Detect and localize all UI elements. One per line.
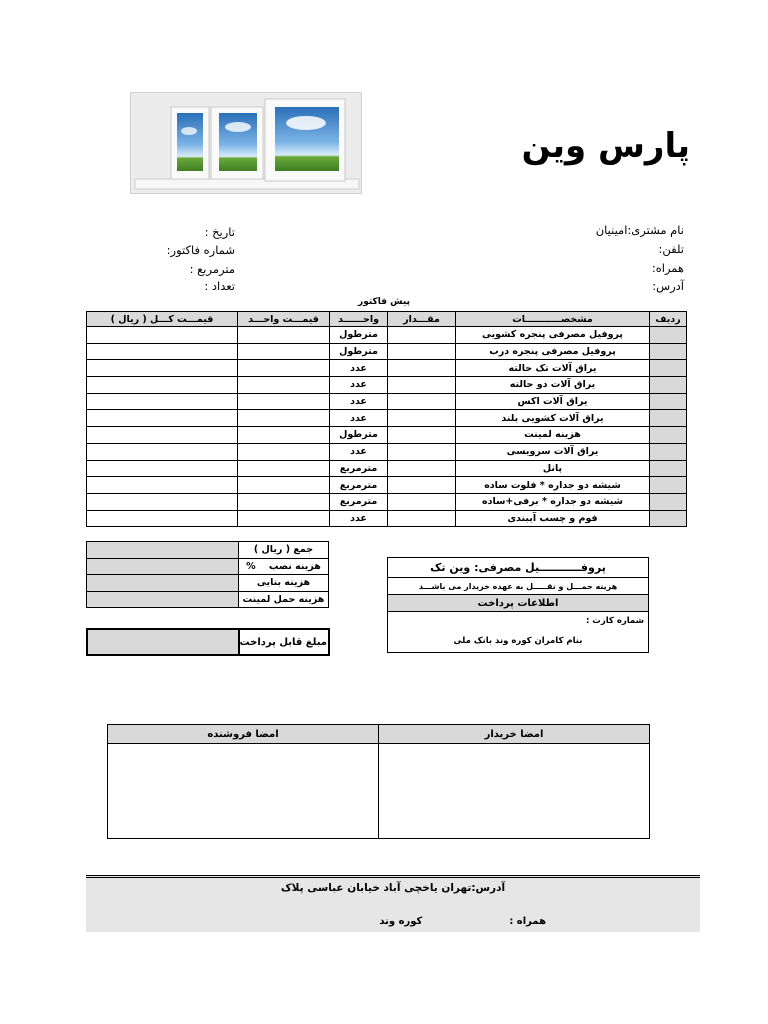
invoice-row [87, 410, 687, 427]
quantity-cell [388, 443, 456, 460]
install-label [239, 558, 329, 575]
invoice-row [87, 427, 687, 444]
description-cell: یراق آلات دو حالته [456, 377, 650, 394]
transport-note-row [388, 578, 649, 595]
payment-info-title: اطلاعات پرداخت [388, 595, 649, 612]
description-cell: یراق آلات سرویسی [456, 443, 650, 460]
unit-cell: عدد [330, 510, 388, 527]
invoice-row [87, 510, 687, 527]
col-row-number: ردیف [650, 312, 687, 327]
invoice-caption: پیش فاکتور [358, 297, 410, 307]
row-number-cell [650, 443, 687, 460]
sum-row [87, 542, 329, 559]
unit-cell: مترطول [330, 343, 388, 360]
signature-table [107, 724, 650, 839]
total-price-cell [87, 460, 238, 477]
signature-body-row [108, 744, 650, 839]
footer-mobile-label: همراه : [509, 916, 546, 927]
row-number-cell [650, 377, 687, 394]
total-price-cell [87, 377, 238, 394]
quantity-cell [388, 493, 456, 510]
total-price-cell [87, 427, 238, 444]
card-number-label: شماره کارت : [585, 616, 644, 626]
install-text: هزینه نصب [268, 560, 321, 572]
unit-price-cell [238, 510, 330, 527]
description-cell: پانل [456, 460, 650, 477]
unit-cell: مترمربع [330, 460, 388, 477]
quantity-cell [388, 510, 456, 527]
customer-name: نام مشتری:امینیان [595, 223, 684, 237]
payable-label: مبلغ قابل پرداخت [239, 629, 329, 655]
brand-title: پارس وین [521, 126, 690, 166]
invoice-table [86, 311, 687, 527]
description-cell: شیشه دو جداره * برفی+ساده [456, 493, 650, 510]
total-price-cell [87, 393, 238, 410]
phone-label: تلفن: [658, 242, 684, 256]
unit-price-cell [238, 343, 330, 360]
invoice-row [87, 360, 687, 377]
quantity-cell [388, 393, 456, 410]
col-description: مشخصـــــــــــات [456, 312, 650, 327]
invoice-row [87, 343, 687, 360]
row-number-cell [650, 427, 687, 444]
payable-table [86, 628, 330, 656]
total-price-cell [87, 360, 238, 377]
col-unit: واحــــــد [330, 312, 388, 327]
unit-price-cell [238, 427, 330, 444]
row-number-cell [650, 393, 687, 410]
footer-name: کوره وند [379, 916, 423, 927]
seller-signature-area [108, 744, 379, 839]
quantity-cell [388, 427, 456, 444]
description-cell: یراق آلات کشویی بلند [456, 410, 650, 427]
unit-cell: عدد [330, 443, 388, 460]
sum-label: جمع ( ریال ) [239, 542, 329, 559]
footer-mobile-line [286, 916, 546, 927]
invoice-row [87, 443, 687, 460]
quantity-cell [388, 460, 456, 477]
buyer-signature-area [379, 744, 650, 839]
total-price-cell [87, 343, 238, 360]
building-label: هزینه بنایی [239, 575, 329, 592]
unit-cell: مترمربع [330, 493, 388, 510]
description-cell: پروفیل مصرفی پنجره درب [456, 343, 650, 360]
quantity-cell [388, 343, 456, 360]
unit-price-cell [238, 377, 330, 394]
totals-table [86, 541, 329, 608]
building-value [87, 575, 239, 592]
quantity-cell [388, 410, 456, 427]
date-label: تاریخ : [204, 225, 235, 239]
row-number-cell [650, 343, 687, 360]
laminate-transport-value [87, 591, 239, 608]
footer-address: آدرس:تهران یاخچی آباد خیابان عباسی پلاک [280, 882, 506, 894]
invoice-row [87, 377, 687, 394]
description-cell: یراق آلات تک حالته [456, 360, 650, 377]
description-cell: هزینه لمینت [456, 427, 650, 444]
install-value [87, 558, 239, 575]
unit-price-cell [238, 493, 330, 510]
invoice-row [87, 493, 687, 510]
invoice-header-row [87, 312, 687, 327]
row-number-cell [650, 510, 687, 527]
percent-sign: % [246, 560, 256, 572]
row-number-cell [650, 477, 687, 494]
unit-price-cell [238, 327, 330, 344]
unit-price-cell [238, 410, 330, 427]
footer [86, 875, 700, 932]
unit-price-cell [238, 460, 330, 477]
unit-price-cell [238, 443, 330, 460]
payable-row [87, 629, 329, 655]
laminate-transport-label: هزینه حمل لمینت [239, 591, 329, 608]
account-holder: بنام کامران کوره وند بانک ملی [453, 636, 583, 646]
total-price-cell [87, 410, 238, 427]
install-row [87, 558, 329, 575]
row-number-cell [650, 460, 687, 477]
buyer-signature-label: امضا خریدار [379, 725, 650, 744]
invoice-row [87, 327, 687, 344]
quantity-cell [388, 327, 456, 344]
laminate-transport-row [87, 591, 329, 608]
window-photo [130, 92, 362, 194]
unit-cell: عدد [330, 360, 388, 377]
profile-text: پروفـــــــــــیل مصرفی: وین تک [388, 558, 649, 578]
invoice-row [87, 477, 687, 494]
payment-info-row [388, 595, 649, 612]
invoice-row [87, 460, 687, 477]
seller-signature-label: امضا فروشنده [108, 725, 379, 744]
quantity-cell [388, 377, 456, 394]
mobile-label: همراه: [651, 261, 684, 275]
quantity-cell [388, 477, 456, 494]
total-price-cell [87, 510, 238, 527]
unit-cell: مترمربع [330, 477, 388, 494]
unit-cell: عدد [330, 393, 388, 410]
building-row [87, 575, 329, 592]
row-number-cell [650, 493, 687, 510]
col-total-price: قیمـــت کـــل ( ریال ) [87, 312, 238, 327]
total-price-cell [87, 493, 238, 510]
sum-value [87, 542, 239, 559]
square-meter-label: مترمربع : [189, 262, 235, 276]
unit-cell: مترطول [330, 427, 388, 444]
payable-value [87, 629, 239, 655]
row-number-cell [650, 410, 687, 427]
profile-row [388, 558, 649, 578]
unit-price-cell [238, 477, 330, 494]
unit-cell: مترطول [330, 327, 388, 344]
bank-details [388, 612, 649, 653]
bank-details-row [388, 612, 649, 653]
row-number-cell [650, 360, 687, 377]
row-number-cell [650, 327, 687, 344]
invoice-row [87, 393, 687, 410]
unit-cell: عدد [330, 410, 388, 427]
total-price-cell [87, 327, 238, 344]
address-label: آدرس: [652, 279, 684, 293]
unit-price-cell [238, 360, 330, 377]
payment-info-box [387, 557, 649, 653]
description-cell: فوم و چسب آببندی [456, 510, 650, 527]
signature-header-row [108, 725, 650, 744]
unit-price-cell [238, 393, 330, 410]
col-quantity: مقـــدار [388, 312, 456, 327]
invoice-number-label: شماره فاکتور: [166, 243, 235, 257]
quantity-cell [388, 360, 456, 377]
total-price-cell [87, 443, 238, 460]
description-cell: یراق آلات اکس [456, 393, 650, 410]
transport-note: هزینه حمـــل و نقـــــل به عهده خریدار می باشـــد [388, 578, 649, 595]
description-cell: شیشه دو جداره * فلوت ساده [456, 477, 650, 494]
description-cell: پروفیل مصرفی پنجره کشویی [456, 327, 650, 344]
col-unit-price: قیمـــت واحـــد [238, 312, 330, 327]
unit-cell: عدد [330, 377, 388, 394]
count-label: تعداد : [204, 279, 235, 293]
total-price-cell [87, 477, 238, 494]
